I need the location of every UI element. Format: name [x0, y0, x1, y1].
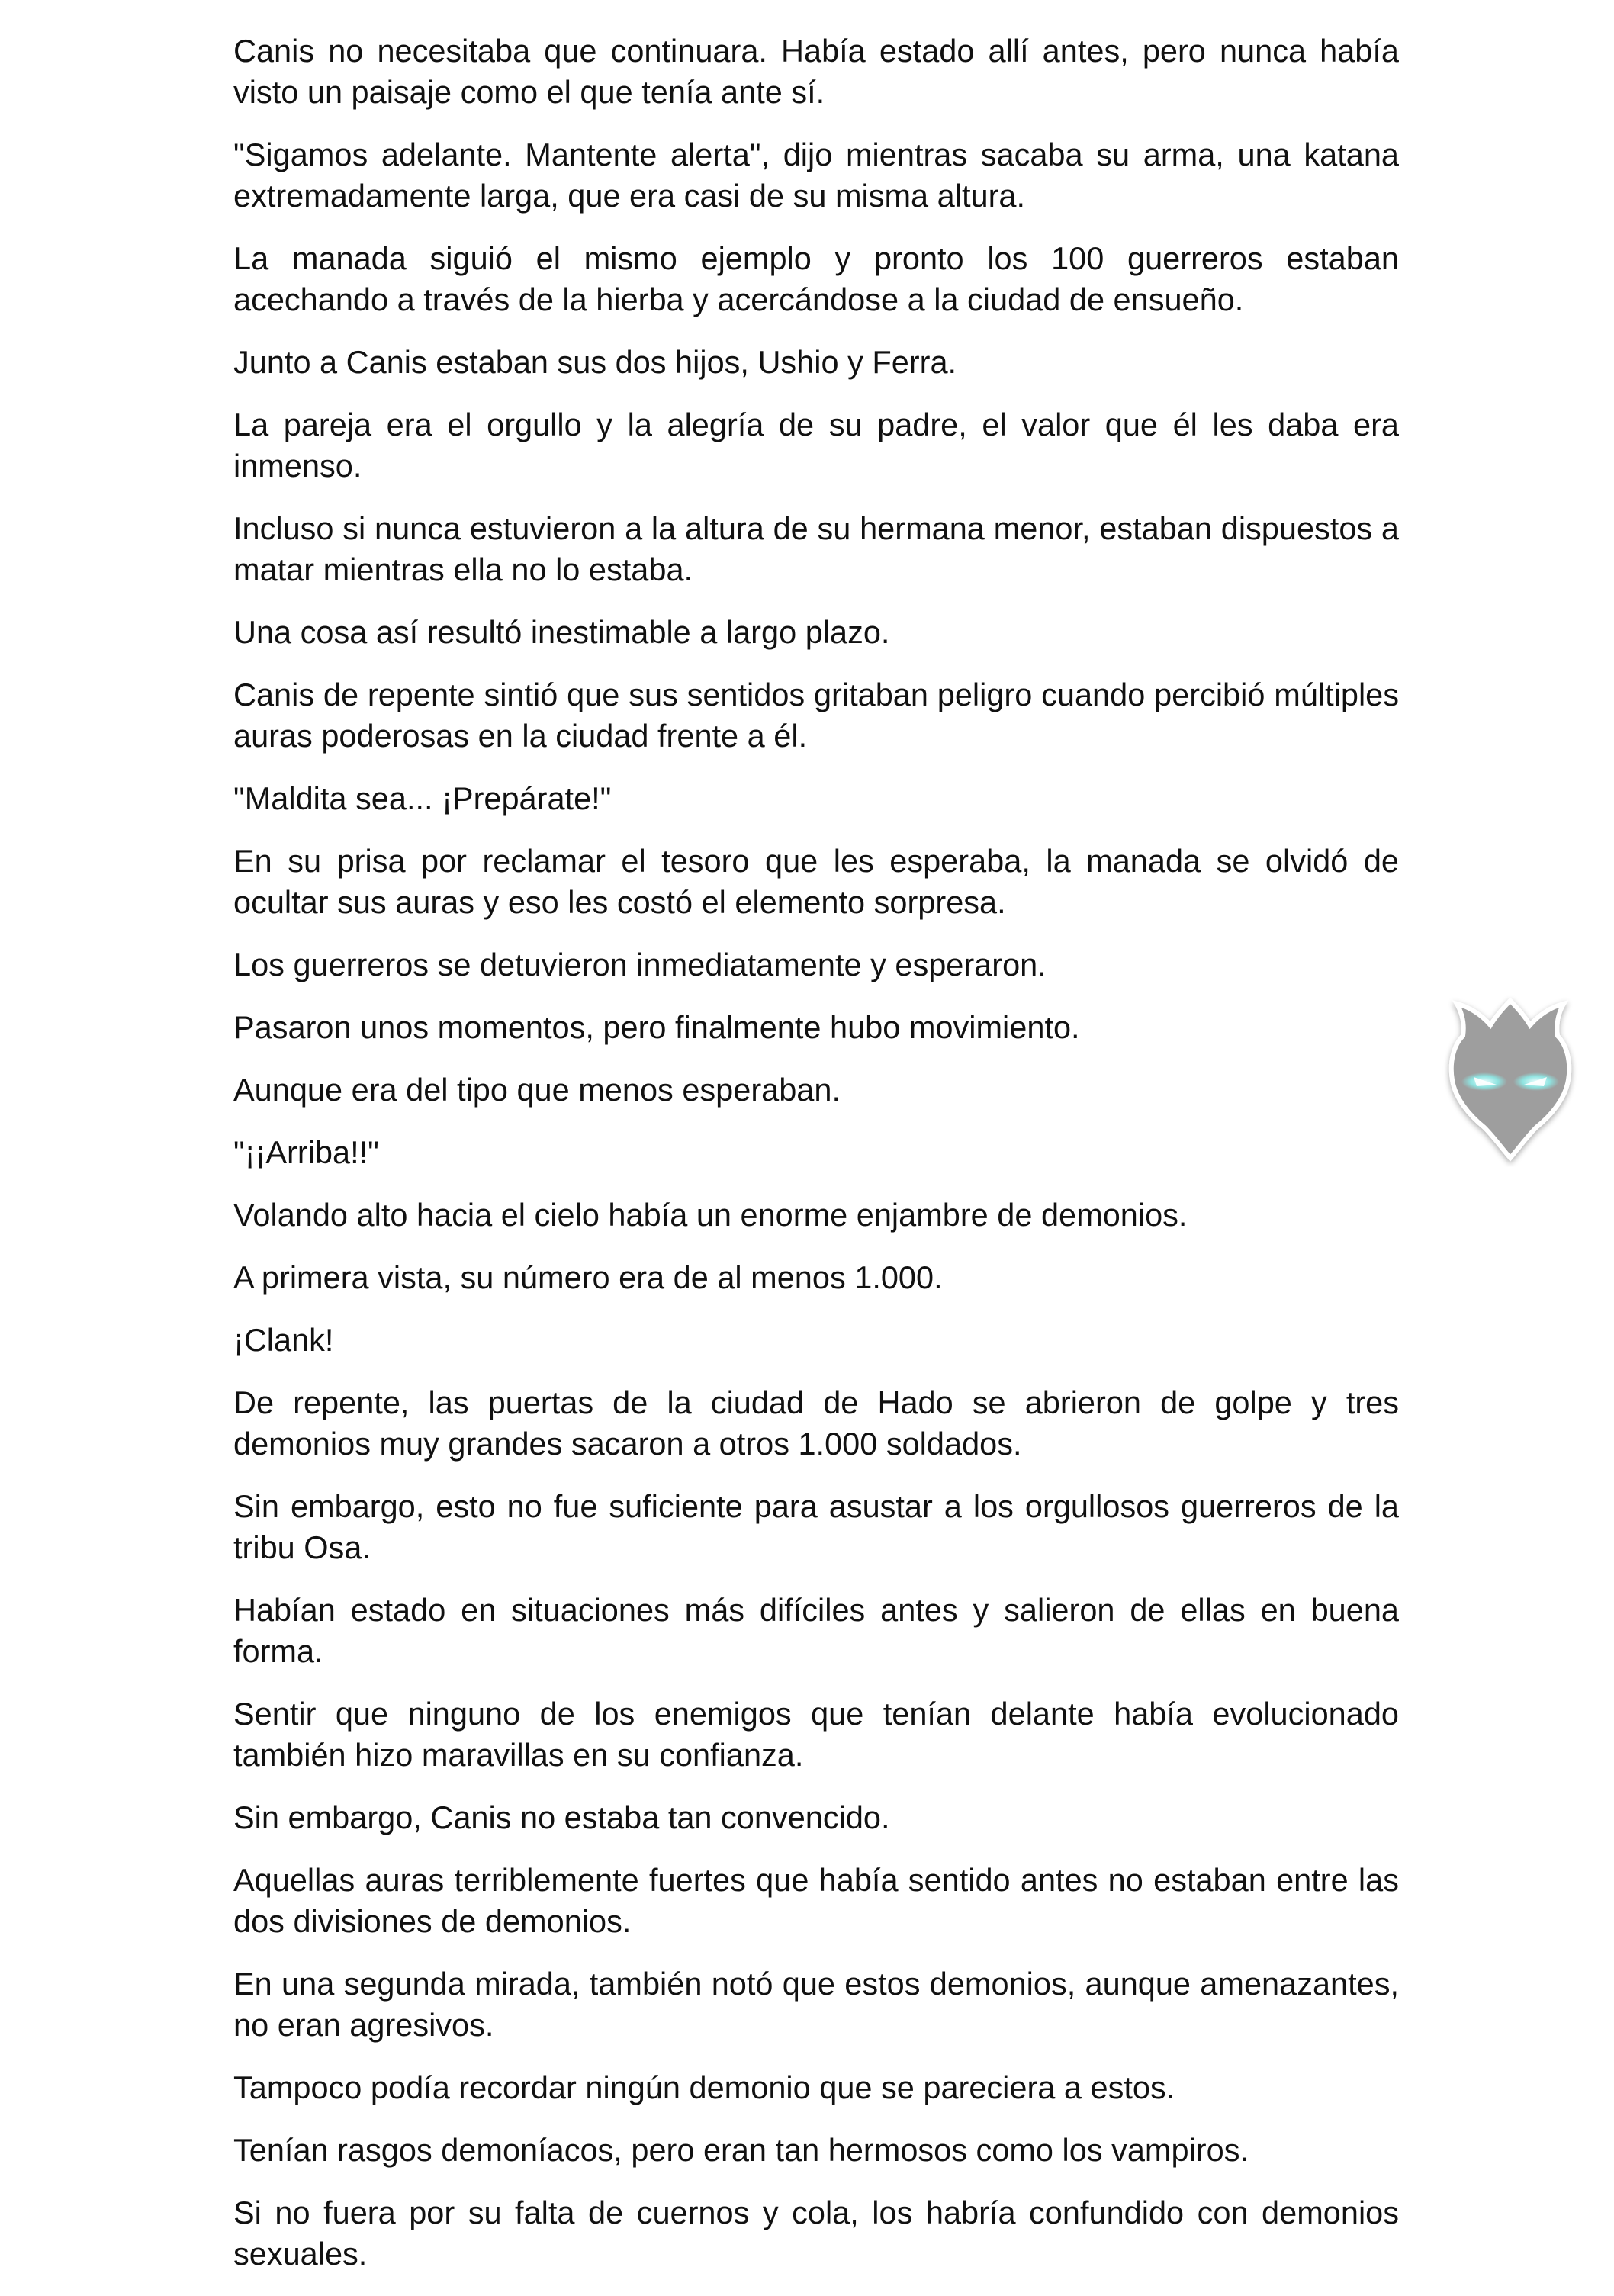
paragraph: Incluso si nunca estuvieron a la altura de su hermana menor, estaban dispuestos a matar mientras ella no lo estaba.: [233, 510, 1399, 587]
paragraph: Sentir que ninguno de los enemigos que tenían delante había evolucionado también hizo maravillas en su confianza.: [233, 1696, 1399, 1773]
paragraph: "¡¡Arriba!!": [233, 1134, 379, 1170]
paragraph: La manada siguió el mismo ejemplo y pronto los 100 guerreros estaban acechando a través de la hierba y acercándose a la ciudad de ensueño.: [233, 240, 1399, 317]
paragraph: Canis de repente sintió que sus sentidos gritaban peligro cuando percibió múltiples auras poderosas en la ciudad frente a él.: [233, 677, 1399, 754]
paragraph: De repente, las puertas de la ciudad de Hado se abrieron de golpe y tres demonios muy grandes sacaron a otros 1.000 soldados.: [233, 1384, 1399, 1462]
paragraph: Una cosa así resultó inestimable a largo plazo.: [233, 614, 890, 650]
paragraph: En su prisa por reclamar el tesoro que les esperaba, la manada se olvidó de ocultar sus auras y eso les costó el elemento sorpresa.: [233, 843, 1399, 920]
paragraph: Sin embargo, esto no fue suficiente para asustar a los orgullosos guerreros de la tribu Osa.: [233, 1488, 1399, 1565]
paragraph: En una segunda mirada, también notó que estos demonios, aunque amenazantes, no eran agresivos.: [233, 1966, 1399, 2043]
paragraph: Habían estado en situaciones más difíciles antes y salieron de ellas en buena forma.: [233, 1592, 1399, 1669]
paragraph: La pareja era el orgullo y la alegría de su padre, el valor que él les daba era inmenso.: [233, 407, 1399, 484]
paragraph: Junto a Canis estaban sus dos hijos, Ushio y Ferra.: [233, 344, 957, 380]
paragraph: Los guerreros se detuvieron inmediatamente y esperaron.: [233, 947, 1047, 982]
paragraph: Aquellas auras terriblemente fuertes que había sentido antes no estaban entre las dos divisiones de demonios.: [233, 1862, 1399, 1939]
paragraph: "Sigamos adelante. Mantente alerta", dijo mientras sacaba su arma, una katana extremadamente larga, que era casi de su misma altura.: [233, 137, 1399, 214]
paragraph: Volando alto hacia el cielo había un enorme enjambre de demonios.: [233, 1197, 1188, 1233]
paragraph: Tenían rasgos demoníacos, pero eran tan hermosos como los vampiros.: [233, 2132, 1249, 2168]
text-column: [233, 31, 1399, 2296]
paragraph: "Maldita sea... ¡Prepárate!": [233, 780, 612, 816]
paragraph: ¡Clank!: [233, 1322, 334, 1358]
paragraph: Pasaron unos momentos, pero finalmente hubo movimiento.: [233, 1009, 1080, 1045]
paragraph: A primera vista, su número era de al menos 1.000.: [233, 1259, 943, 1295]
demon-head-icon: [1434, 992, 1587, 1167]
paragraph: Sin embargo, Canis no estaba tan convencido.: [233, 1799, 890, 1835]
paragraph: Canis no necesitaba que continuara. Había estado allí antes, pero nunca había visto un paisaje como el que tenía ante sí.: [233, 33, 1399, 110]
paragraph: Tampoco podía recordar ningún demonio que se pareciera a estos.: [233, 2069, 1175, 2105]
paragraph: Si no fuera por su falta de cuernos y cola, los habría confundido con demonios sexuales.: [233, 2195, 1399, 2272]
paragraph: Aunque era del tipo que menos esperaban.: [233, 1072, 841, 1108]
watermark: [1434, 992, 1587, 1167]
